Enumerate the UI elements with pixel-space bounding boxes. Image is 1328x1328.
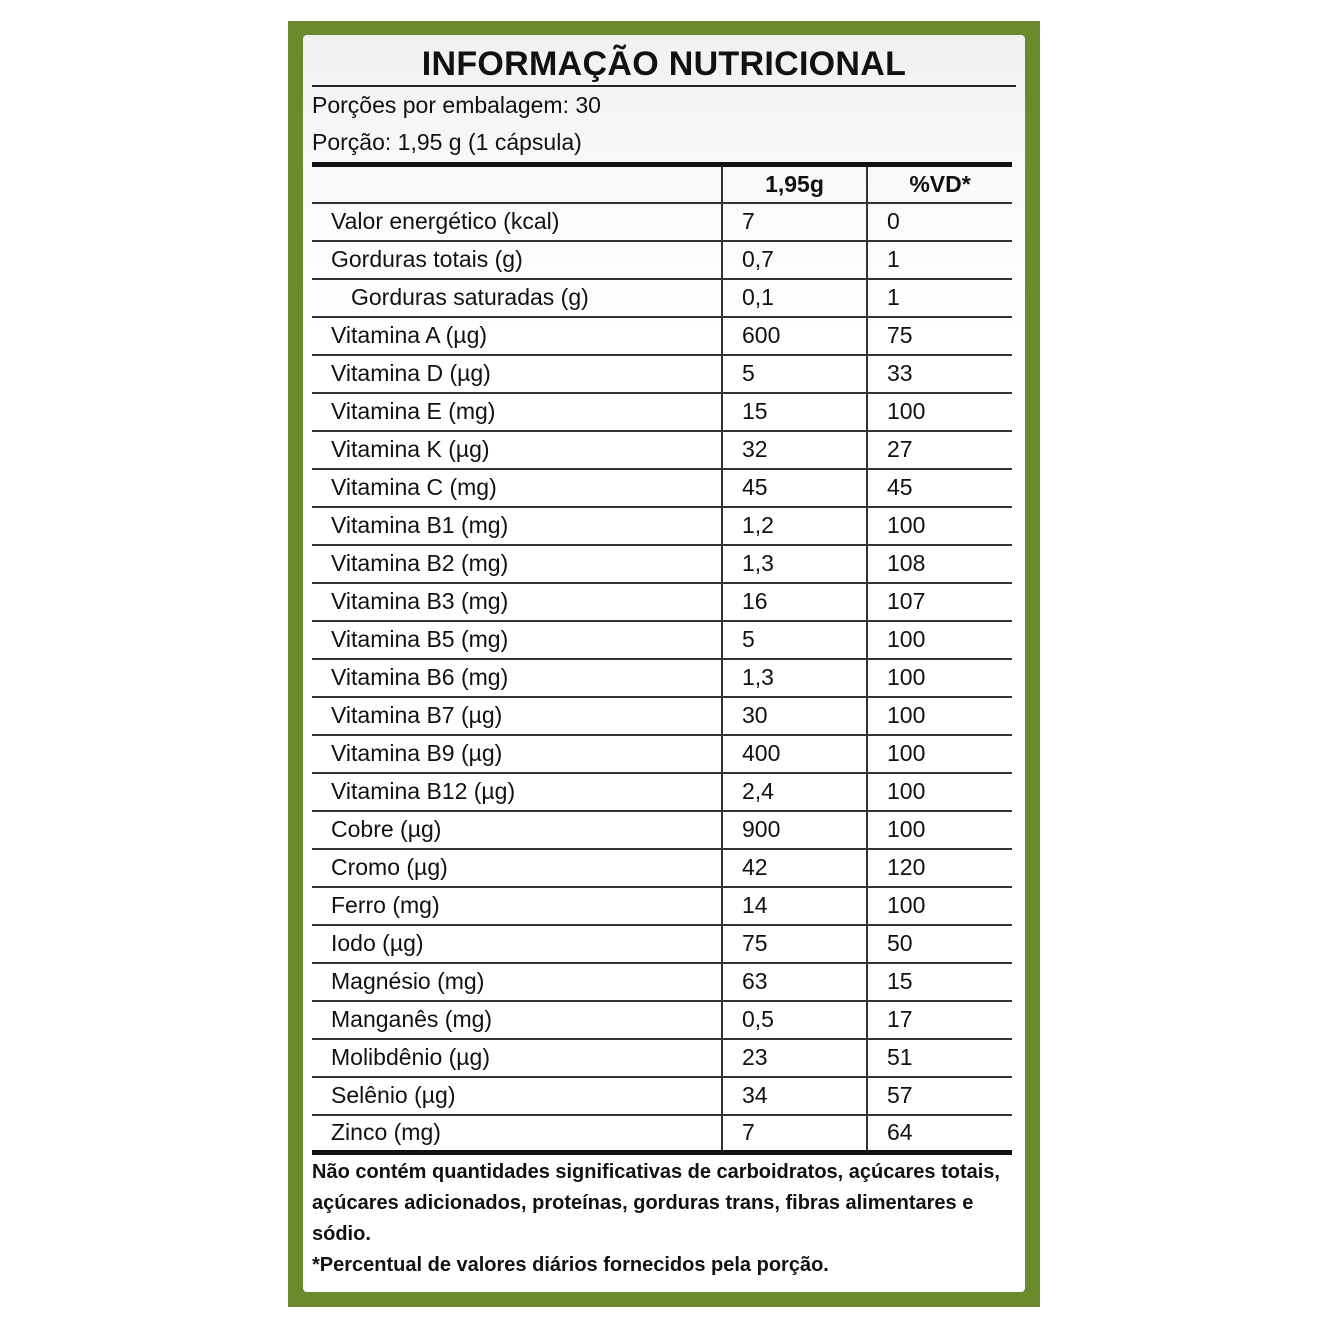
nutrient-name: Gorduras saturadas (g) <box>312 279 722 317</box>
nutrient-amount: 0,5 <box>722 1001 867 1039</box>
nutrient-amount: 14 <box>722 887 867 925</box>
nutrient-name: Gorduras totais (g) <box>312 241 722 279</box>
table-row <box>312 1001 1012 1039</box>
nutrient-amount: 7 <box>722 1115 867 1153</box>
nutrient-name: Vitamina B12 (µg) <box>312 773 722 811</box>
nutrient-name: Vitamina D (µg) <box>312 355 722 393</box>
nutrient-amount: 1,3 <box>722 659 867 697</box>
nutrient-daily-value: 100 <box>867 887 1012 925</box>
column-header-nutrient <box>312 165 722 203</box>
nutrient-daily-value: 75 <box>867 317 1012 355</box>
nutrient-name: Cobre (µg) <box>312 811 722 849</box>
nutrient-amount: 7 <box>722 203 867 241</box>
nutrient-daily-value: 100 <box>867 697 1012 735</box>
nutrient-name: Vitamina B5 (mg) <box>312 621 722 659</box>
table-row <box>312 279 1012 317</box>
table-row <box>312 355 1012 393</box>
nutrient-amount: 42 <box>722 849 867 887</box>
nutrient-amount: 23 <box>722 1039 867 1077</box>
table-row <box>312 1039 1012 1077</box>
nutrient-name: Vitamina B3 (mg) <box>312 583 722 621</box>
nutrient-amount: 900 <box>722 811 867 849</box>
nutrient-name: Vitamina K (µg) <box>312 431 722 469</box>
table-row <box>312 697 1012 735</box>
nutrition-table <box>312 162 1012 1155</box>
footnote-daily-value: *Percentual de valores diários fornecidos pela porção. <box>312 1254 829 1276</box>
nutrient-amount: 0,7 <box>722 241 867 279</box>
nutrient-daily-value: 100 <box>867 621 1012 659</box>
nutrient-name: Valor energético (kcal) <box>312 203 722 241</box>
nutrient-name: Vitamina C (mg) <box>312 469 722 507</box>
nutrient-daily-value: 100 <box>867 811 1012 849</box>
nutrient-name: Vitamina B6 (mg) <box>312 659 722 697</box>
footnotes <box>312 1157 1016 1281</box>
nutrient-daily-value: 120 <box>867 849 1012 887</box>
nutrient-daily-value: 108 <box>867 545 1012 583</box>
nutrient-amount: 16 <box>722 583 867 621</box>
nutrient-name: Vitamina A (µg) <box>312 317 722 355</box>
table-header-row <box>312 165 1012 203</box>
nutrient-amount: 2,4 <box>722 773 867 811</box>
nutrient-daily-value: 51 <box>867 1039 1012 1077</box>
nutrient-amount: 63 <box>722 963 867 1001</box>
label-title: INFORMAÇÃO NUTRICIONAL <box>312 35 1016 87</box>
table-row <box>312 545 1012 583</box>
nutrient-amount: 1,3 <box>722 545 867 583</box>
table-row <box>312 203 1012 241</box>
nutrient-daily-value: 100 <box>867 393 1012 431</box>
column-header-dv: %VD* <box>867 165 1012 203</box>
nutrient-daily-value: 64 <box>867 1115 1012 1153</box>
table-row <box>312 773 1012 811</box>
nutrient-daily-value: 45 <box>867 469 1012 507</box>
nutrient-name: Manganês (mg) <box>312 1001 722 1039</box>
nutrient-daily-value: 100 <box>867 773 1012 811</box>
nutrient-daily-value: 57 <box>867 1077 1012 1115</box>
nutrient-amount: 32 <box>722 431 867 469</box>
nutrient-amount: 34 <box>722 1077 867 1115</box>
table-row <box>312 393 1012 431</box>
table-row <box>312 849 1012 887</box>
nutrient-daily-value: 100 <box>867 659 1012 697</box>
table-row <box>312 1077 1012 1115</box>
nutrient-name: Molibdênio (µg) <box>312 1039 722 1077</box>
table-row <box>312 887 1012 925</box>
nutrient-name: Vitamina B2 (mg) <box>312 545 722 583</box>
nutrient-daily-value: 33 <box>867 355 1012 393</box>
nutrition-label <box>312 35 1016 1281</box>
nutrient-name: Selênio (µg) <box>312 1077 722 1115</box>
table-row <box>312 925 1012 963</box>
table-row <box>312 583 1012 621</box>
table-row <box>312 735 1012 773</box>
nutrient-daily-value: 0 <box>867 203 1012 241</box>
table-row <box>312 431 1012 469</box>
nutrient-name: Vitamina B9 (µg) <box>312 735 722 773</box>
nutrient-daily-value: 100 <box>867 735 1012 773</box>
nutrient-daily-value: 27 <box>867 431 1012 469</box>
nutrient-daily-value: 1 <box>867 279 1012 317</box>
nutrient-amount: 5 <box>722 621 867 659</box>
table-row <box>312 507 1012 545</box>
nutrient-amount: 45 <box>722 469 867 507</box>
nutrient-daily-value: 100 <box>867 507 1012 545</box>
nutrient-daily-value: 107 <box>867 583 1012 621</box>
nutrient-amount: 5 <box>722 355 867 393</box>
servings-per-package: Porções por embalagem: 30 <box>312 92 601 118</box>
nutrient-amount: 1,2 <box>722 507 867 545</box>
nutrient-amount: 600 <box>722 317 867 355</box>
nutrient-name: Magnésio (mg) <box>312 963 722 1001</box>
nutrient-name: Vitamina B7 (µg) <box>312 697 722 735</box>
nutrient-amount: 30 <box>722 697 867 735</box>
nutrient-name: Vitamina B1 (mg) <box>312 507 722 545</box>
nutrient-daily-value: 17 <box>867 1001 1012 1039</box>
table-row <box>312 1115 1012 1153</box>
footnote-not-significant: Não contém quantidades significativas de carboidratos, açúcares totais, açúcares adicionados, proteínas, gorduras trans, fibras alimentares e sódio. <box>312 1161 1000 1245</box>
nutrient-amount: 75 <box>722 925 867 963</box>
table-row <box>312 317 1012 355</box>
nutrient-amount: 400 <box>722 735 867 773</box>
table-row <box>312 621 1012 659</box>
table-row <box>312 659 1012 697</box>
nutrient-name: Iodo (µg) <box>312 925 722 963</box>
table-row <box>312 241 1012 279</box>
nutrient-amount: 0,1 <box>722 279 867 317</box>
nutrient-daily-value: 15 <box>867 963 1012 1001</box>
table-row <box>312 811 1012 849</box>
nutrient-amount: 15 <box>722 393 867 431</box>
nutrient-daily-value: 50 <box>867 925 1012 963</box>
nutrient-name: Cromo (µg) <box>312 849 722 887</box>
nutrient-name: Zinco (mg) <box>331 1119 441 1146</box>
table-row <box>312 963 1012 1001</box>
table-row <box>312 469 1012 507</box>
nutrient-name: Vitamina E (mg) <box>312 393 722 431</box>
column-header-amount: 1,95g <box>722 165 867 203</box>
serving-size: Porção: 1,95 g (1 cápsula) <box>312 129 582 155</box>
nutrient-name: Ferro (mg) <box>312 887 722 925</box>
nutrient-daily-value: 1 <box>867 241 1012 279</box>
